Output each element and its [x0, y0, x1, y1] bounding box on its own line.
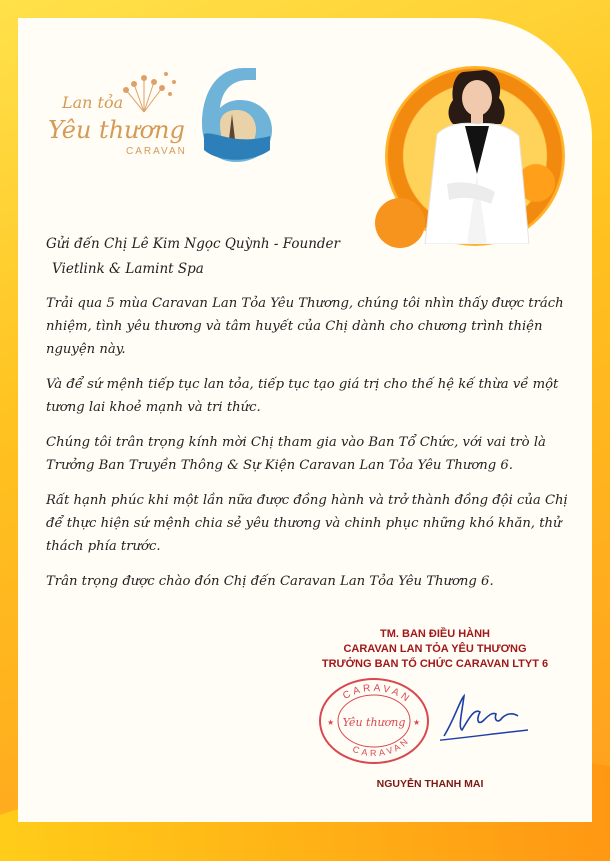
flower-icon	[124, 73, 176, 113]
signature-title-line3: TRƯỞNG BAN TỔ CHỨC CARAVAN LTYT 6	[321, 658, 549, 670]
paragraph: Rất hạnh phúc khi một lần nữa được đồng hành và trở thành đồng đội của Chị để thực hiện sứ mệnh chia sẻ yêu thương và chinh phục những khó khăn, thử thách phía trước.	[46, 493, 568, 554]
stamp-top-text: CARAVAN	[341, 682, 414, 706]
handwritten-signature	[440, 690, 530, 750]
signature-title-line1: TM. BAN ĐIỀU HÀNH	[380, 628, 490, 640]
signature-title-block	[300, 627, 570, 672]
signer-name: NGUYỄN THANH MAI	[376, 778, 484, 790]
stamp-center-text: Yêu thương	[342, 716, 406, 729]
portrait-frame	[385, 66, 565, 246]
logo-number-six	[202, 68, 272, 162]
stamp-bottom-text: CARAVAN	[351, 734, 412, 759]
logo-line2: Yêu thương	[48, 116, 185, 144]
paragraph: Trân trọng được chào đón Chị đến Caravan Lan Tỏa Yêu Thương 6.	[46, 574, 494, 589]
paragraph: Và để sứ mệnh tiếp tục lan tỏa, tiếp tục tạo giá trị cho thế hệ kế thừa về một tương lai khoẻ mạnh và tri thức.	[46, 377, 559, 415]
logo-line3: CARAVAN	[126, 146, 187, 157]
star-icon: ★	[413, 718, 421, 727]
star-icon: ★	[327, 718, 335, 727]
paragraph: Trải qua 5 mùa Caravan Lan Tỏa Yêu Thương, chúng tôi nhìn thấy được trách nhiệm, tình yêu thương và tâm huyết của Chị dành cho chương trình thiện nguyện này.	[46, 296, 564, 357]
caravan-logo	[44, 54, 284, 170]
logo-line1: Lan tỏa	[62, 93, 124, 112]
paragraph: Chúng tôi trân trọng kính mời Chị tham gia vào Ban Tổ Chức, với vai trò là Trưởng Ban Truyền Thông & Sự Kiện Caravan Lan Tỏa Yêu Thương 6.	[46, 435, 546, 473]
greeting	[46, 232, 570, 282]
founder-portrait	[407, 54, 547, 244]
letter-body	[46, 292, 570, 605]
caravan-stamp	[315, 675, 433, 767]
greeting-line2: Vietlink & Lamint Spa	[52, 261, 204, 277]
signature-title-line2: CARAVAN LAN TỎA YÊU THƯƠNG	[343, 643, 527, 655]
greeting-line1: Gửi đến Chị Lê Kim Ngọc Quỳnh - Founder	[46, 236, 340, 252]
